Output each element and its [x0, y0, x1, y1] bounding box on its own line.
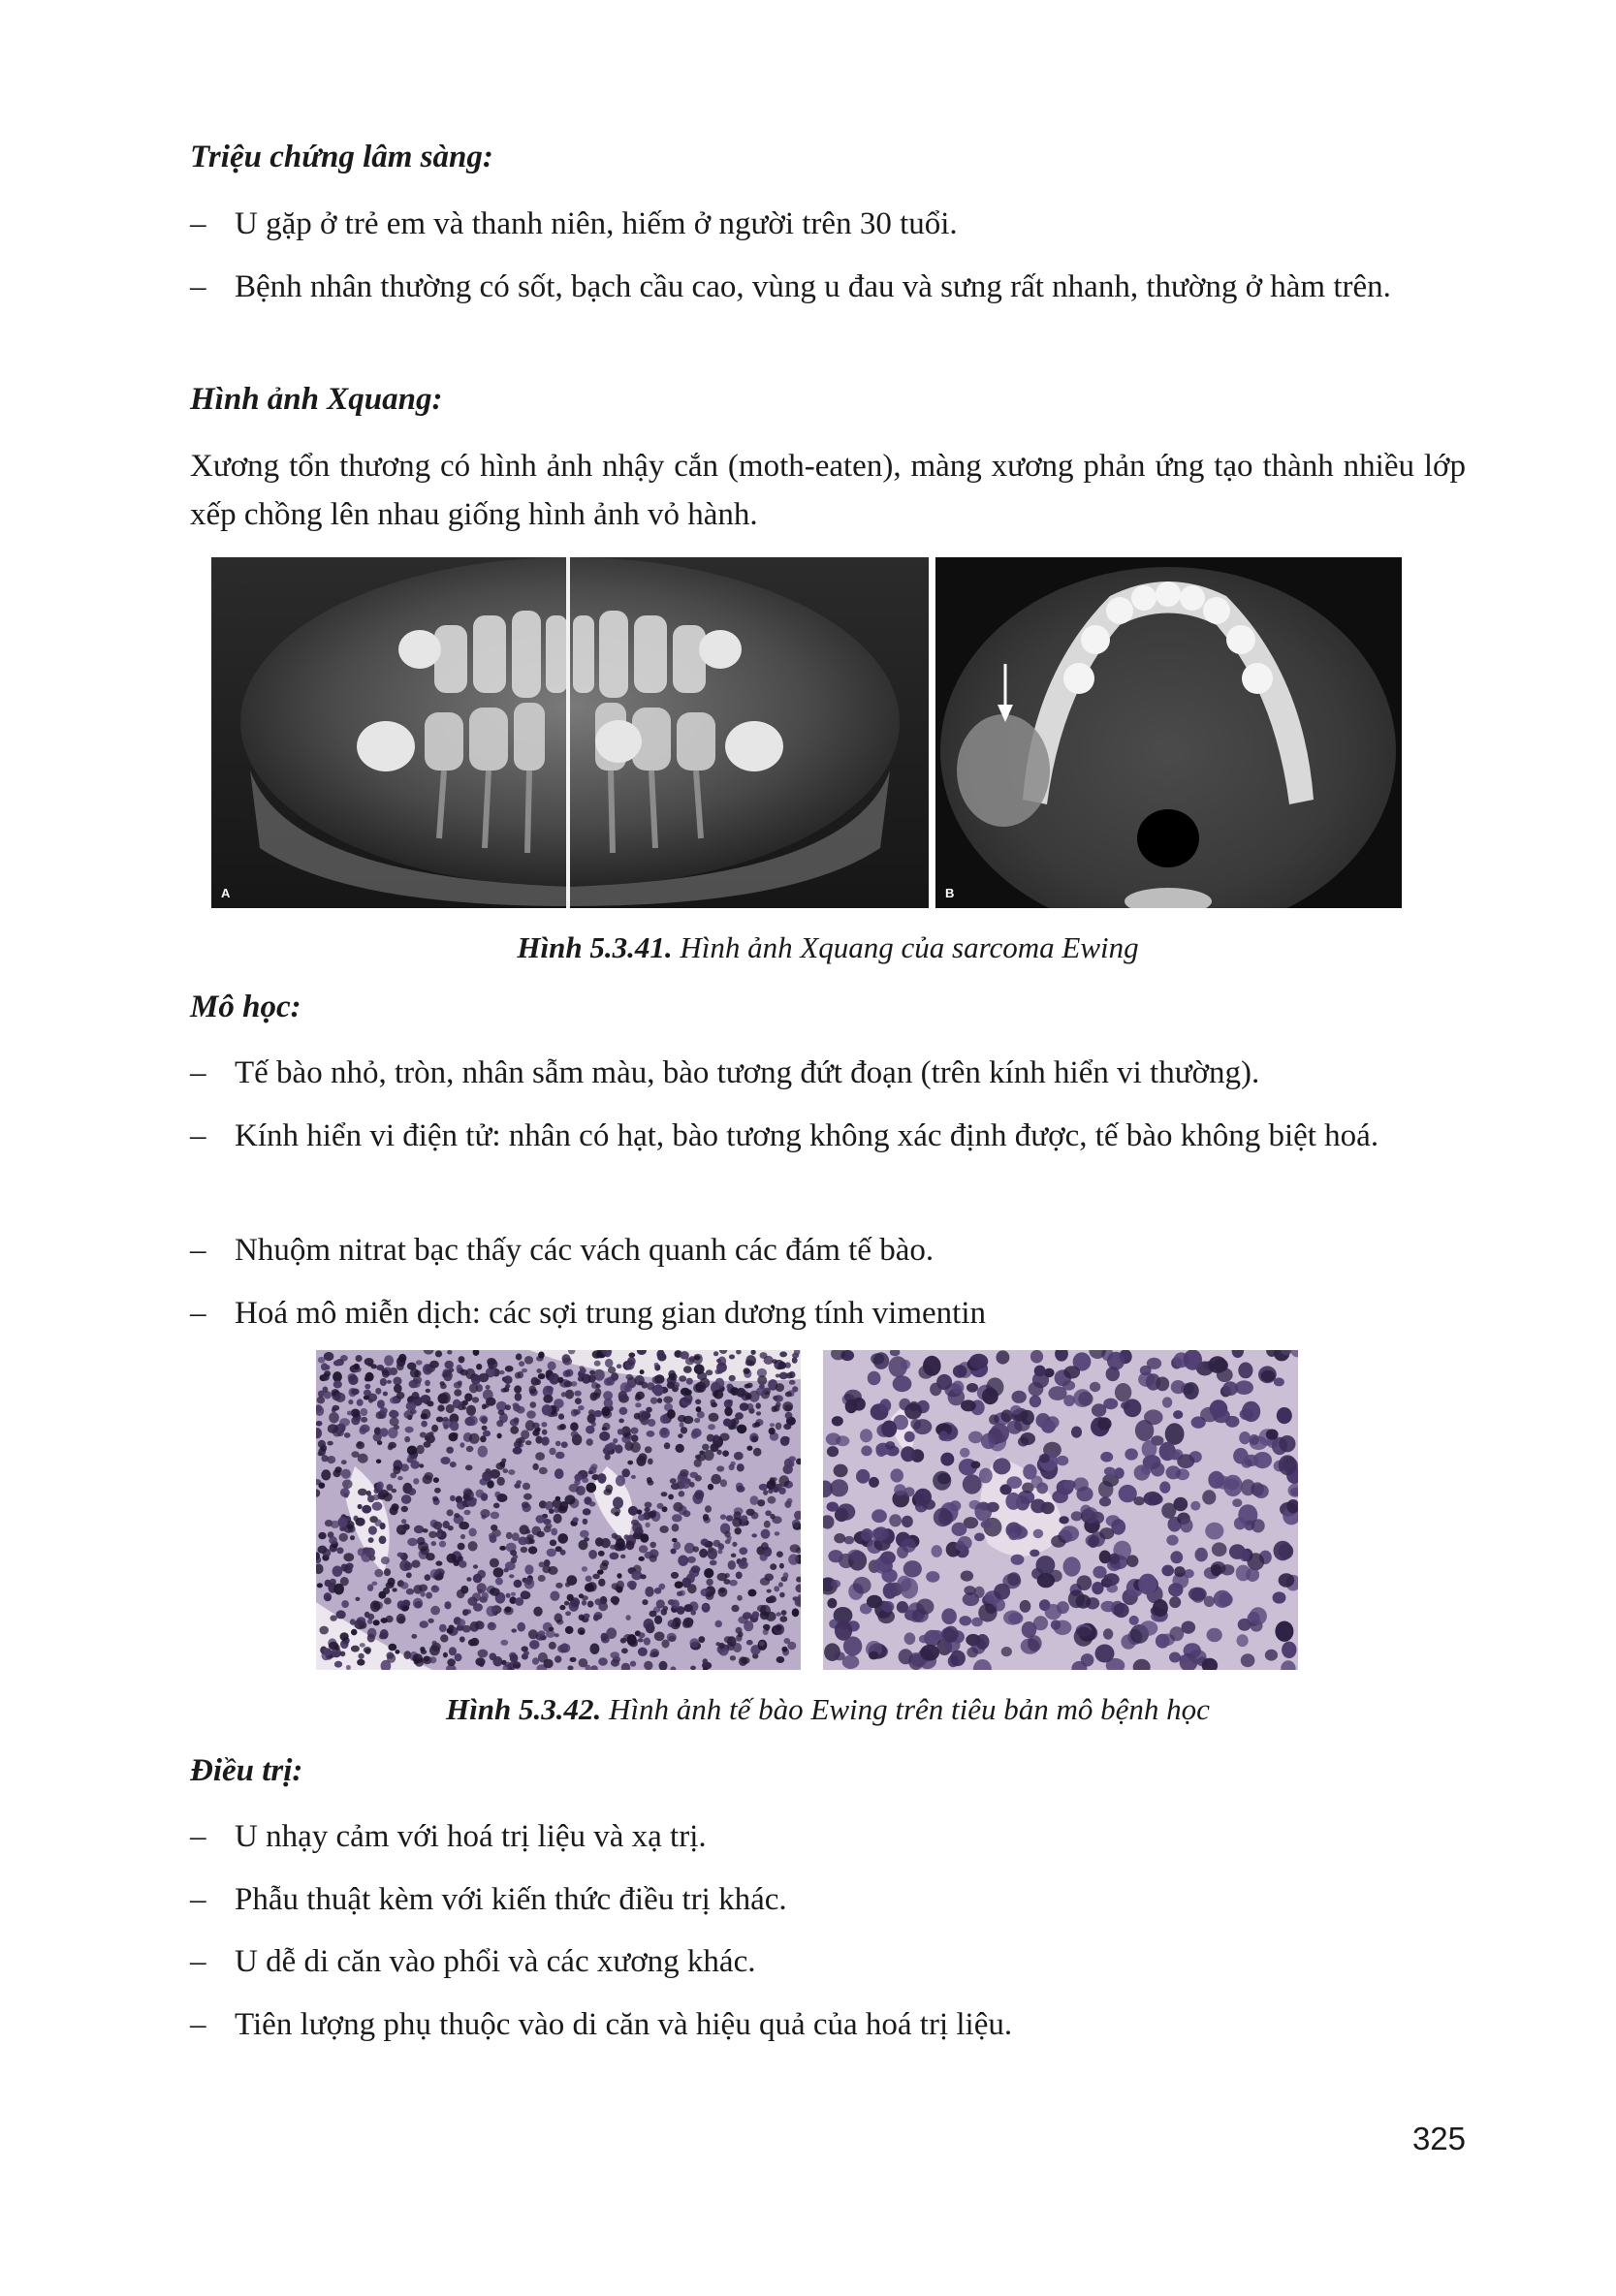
- document-page: [190, 0, 1466, 2296]
- panel-label-b: B: [945, 886, 955, 900]
- caption-text: Hình ảnh tế bào Ewing trên tiêu bản mô bệnh học: [601, 1692, 1210, 1726]
- bullet-dash: –: [190, 1944, 206, 1979]
- list-item-text: Nhuộm nitrat bạc thấy các vách quanh các đám tế bào.: [235, 1233, 935, 1268]
- figure-caption-histology: [190, 1690, 1466, 1729]
- ct-scan-image: [935, 557, 1402, 908]
- list-item: [190, 263, 1466, 311]
- histology-drawing-high-power: [823, 1350, 1298, 1670]
- heading-xray: Hình ảnh Xquang:: [190, 382, 443, 417]
- list-item: [190, 1289, 1466, 1337]
- list-item: [190, 1226, 1466, 1274]
- caption-text: Hình ảnh Xquang của sarcoma Ewing: [672, 930, 1139, 964]
- list-item: [190, 1937, 1466, 1986]
- list-item: [190, 2000, 1466, 2049]
- histology-drawing-low-power: [316, 1350, 801, 1670]
- list-item-text: Bệnh nhân thường có sốt, bạch cầu cao, vùng u đau và sưng rất nhanh, thường ở hàm trên.: [235, 269, 1391, 304]
- list-item-text: Tế bào nhỏ, tròn, nhân sẫm màu, bào tương đứt đoạn (trên kính hiển vi thường).: [235, 1055, 1260, 1090]
- page-number: 325: [1411, 2121, 1466, 2156]
- list-item: [190, 1112, 1466, 1160]
- bullet-dash: –: [190, 1882, 206, 1917]
- caption-number: Hình 5.3.41.: [517, 930, 673, 964]
- histology-image-low-power: [316, 1350, 801, 1670]
- paragraph-xray: Xương tổn thương có hình ảnh nhậy cắn (moth-eaten), màng xương phản ứng tạo thành nhiều lớp xếp chồng lên nhau giống hình ảnh vỏ hành.: [190, 449, 1466, 532]
- list-item: [190, 200, 1466, 248]
- panel-label-a: A: [221, 886, 231, 900]
- bullet-dash: –: [190, 1118, 206, 1153]
- panoramic-xray-drawing: [211, 557, 929, 908]
- list-item-text: Kính hiển vi điện tử: nhân có hạt, bào tương không xác định được, tế bào không biệt hoá.: [235, 1118, 1379, 1153]
- panoramic-xray-image: [211, 557, 929, 908]
- list-item-text: Phẫu thuật kèm với kiến thức điều trị khác.: [235, 1882, 787, 1917]
- heading-histology: Mô học:: [190, 990, 301, 1024]
- bullet-dash: –: [190, 269, 206, 304]
- list-item: [190, 1875, 1466, 1924]
- bullet-dash: –: [190, 1055, 206, 1090]
- bullet-dash: –: [190, 206, 206, 241]
- histology-image-high-power: [823, 1350, 1298, 1670]
- list-item-text: U nhạy cảm với hoá trị liệu và xạ trị.: [235, 1819, 707, 1854]
- list-item: [190, 1812, 1466, 1861]
- list-item-text: Hoá mô miễn dịch: các sợi trung gian dương tính vimentin: [235, 1296, 986, 1331]
- ct-scan-drawing: [935, 557, 1402, 908]
- bullet-dash: –: [190, 1296, 206, 1331]
- bullet-dash: –: [190, 1819, 206, 1854]
- bullet-dash: –: [190, 1233, 206, 1268]
- figure-caption-xray: [190, 928, 1466, 967]
- heading-treatment: Điều trị:: [190, 1753, 303, 1788]
- list-item: [190, 1049, 1466, 1097]
- list-item-text: Tiên lượng phụ thuộc vào di căn và hiệu quả của hoá trị liệu.: [235, 2007, 1013, 2042]
- bullet-dash: –: [190, 2007, 206, 2042]
- caption-number: Hình 5.3.42.: [446, 1692, 602, 1726]
- list-item-text: U dễ di căn vào phổi và các xương khác.: [235, 1944, 756, 1979]
- list-item-text: U gặp ở trẻ em và thanh niên, hiếm ở người trên 30 tuổi.: [235, 206, 958, 241]
- heading-clinical-symptoms: Triệu chứng lâm sàng:: [190, 140, 493, 174]
